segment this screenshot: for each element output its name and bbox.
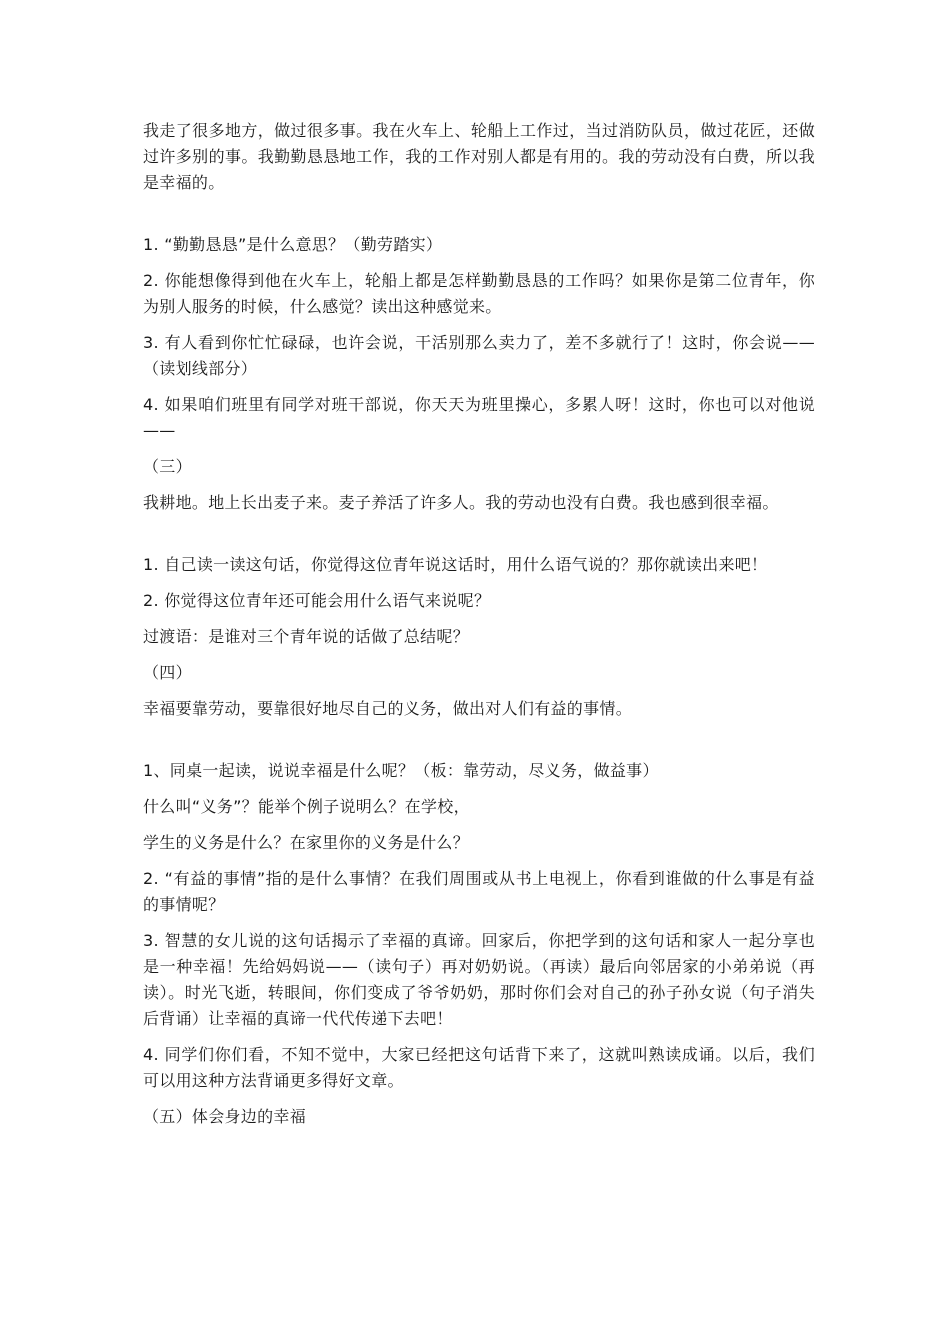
question-5: 1. 自己读一读这句话，你觉得这位青年说这话时，用什么语气说的？那你就读出来吧！ bbox=[143, 555, 768, 574]
section-heading-4: （四） bbox=[143, 663, 192, 682]
question-10: 4. 同学们你们看，不知不觉中，大家已经把这句话背下来了，这就叫熟读成诵。以后，我们可以用这种方法背诵更多得好文章。 bbox=[143, 1045, 815, 1090]
question-7-detail-2: 学生的义务是什么？在家里你的义务是什么？ bbox=[143, 833, 470, 852]
question-3: 3. 有人看到你忙忙碌碌，也许会说，干活别那么卖力了，差不多就行了！这时，你会说——（读划线部分） bbox=[143, 333, 815, 378]
passage-paragraph-1: 我走了很多地方，做过很多事。我在火车上、轮船上工作过，当过消防队员，做过花匠，还做过许多别的事。我勤勤恳恳地工作，我的工作对别人都是有用的。我的劳动没有白费，所以我是幸福的。 bbox=[143, 121, 815, 192]
passage-paragraph-2: 我耕地。地上长出麦子来。麦子养活了许多人。我的劳动也没有白费。我也感到很幸福。 bbox=[143, 493, 779, 512]
question-7-detail-1: 什么叫“义务”？能举个例子说明么？在学校， bbox=[143, 797, 470, 816]
transition-text: 过渡语：是谁对三个青年说的话做了总结呢？ bbox=[143, 627, 470, 646]
question-1: 1. “勤勤恳恳”是什么意思？（勤劳踏实） bbox=[143, 235, 443, 254]
question-9: 3. 智慧的女儿说的这句话揭示了幸福的真谛。回家后，你把学到的这句话和家人一起分享也是一种幸福！先给妈妈说——（读句子）再对奶奶说。（再读）最后向邻居家的小弟弟说（再读）。时光飞逝，转眼间，你们变成了爷爷奶奶，那时你们会对自己的孙子孙女说（句子消失后背诵）让幸福的真谛一代代传递下去吧！ bbox=[143, 931, 815, 1028]
question-8: 2. “有益的事情”指的是什么事情？在我们周围或从书上电视上，你看到谁做的什么事是有益的事情呢？ bbox=[143, 869, 815, 914]
question-7: 1、同桌一起读，说说幸福是什么呢？（板：靠劳动，尽义务，做益事） bbox=[143, 761, 659, 780]
question-2: 2. 你能想像得到他在火车上，轮船上都是怎样勤勤恳恳的工作吗？如果你是第二位青年，你为别人服务的时候，什么感觉？读出这种感觉来。 bbox=[143, 271, 815, 316]
passage-paragraph-3: 幸福要靠劳动，要靠很好地尽自己的义务，做出对人们有益的事情。 bbox=[143, 699, 633, 718]
question-6: 2. 你觉得这位青年还可能会用什么语气来说呢？ bbox=[143, 591, 491, 610]
document-page bbox=[143, 118, 815, 1130]
section-heading-5: （五）体会身边的幸福 bbox=[143, 1107, 307, 1126]
question-4: 4. 如果咱们班里有同学对班干部说，你天天为班里操心，多累人呀！这时，你也可以对他说—— bbox=[143, 395, 815, 440]
section-heading-3: （三） bbox=[143, 457, 192, 476]
